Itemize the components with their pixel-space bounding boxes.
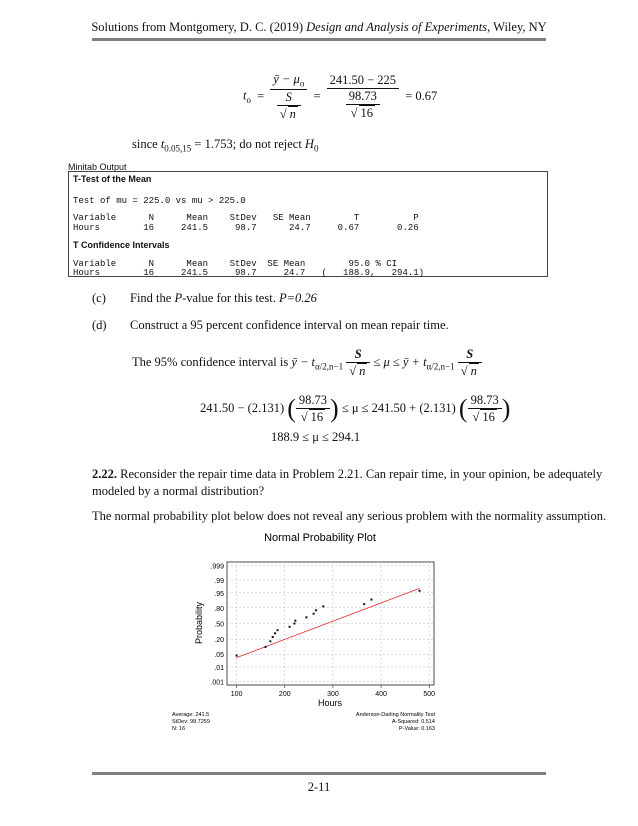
y-tick-label: .001 <box>210 679 224 687</box>
data-point <box>269 640 271 642</box>
data-point <box>236 655 238 657</box>
fit-line <box>237 588 420 657</box>
problem-2-22-answer: The normal probability plot below does not reveal any serious problem with the normality assumption. <box>92 509 607 523</box>
ttest-table-row: Hours 16 241.5 98.7 24.7 0.67 0.26 <box>73 223 419 233</box>
part-d-label: (d) <box>92 318 107 332</box>
ci-numeric: 241.50 − (2.131) ( $\frac{98.73}{√ 16}$ ) ≤ μ ≤ 241.50 + (2.131) ( $\frac{98.73}{√ 16}$ ) <box>200 393 511 424</box>
y-axis-label: Probability <box>194 601 204 645</box>
data-point <box>293 623 295 625</box>
stat-right-line: A-Squared: 0.514 <box>391 719 435 725</box>
decision-line: since $t_{0.05,15} = 1.753$; do not reject $H_0$ <box>132 137 319 154</box>
problem-2-22-line1: 2.22. Reconsider the repair time data in Problem 2.21. Can repair time, in your opinion, be adequately <box>92 467 603 481</box>
x-tick-label: 300 <box>327 691 339 698</box>
ci-title: T Confidence Intervals <box>73 240 170 250</box>
ci-formula: The 95% confidence interval is ȳ − $t_{\alpha/2,n-1}$ $\frac{S}{√ n}$ ≤ μ ≤ ȳ + $t_{\alpha/2,n-1}$ $\frac{S}{√ n}$ <box>132 347 482 379</box>
ttest-title: T-Test of the Mean <box>73 174 152 184</box>
stats-left <box>172 712 210 732</box>
x-axis-label: Hours <box>317 698 343 708</box>
x-tick-labels <box>231 691 435 698</box>
ttest-table-header: Variable N Mean StDev SE Mean T P <box>73 213 419 223</box>
y-tick-label: .01 <box>214 664 224 672</box>
minitab-label: Minitab Output <box>68 162 127 172</box>
data-point <box>313 613 315 615</box>
x-tick-label: 500 <box>423 691 436 698</box>
stat-right-line: Anderson-Darling Normality Test <box>355 712 435 718</box>
chart-title: Normal Probability Plot <box>264 532 376 544</box>
header-rule <box>92 38 546 41</box>
y-tick-label: .05 <box>214 652 224 660</box>
plot-frame <box>227 562 434 685</box>
numeric-fraction: $\frac{241.50 - 225}{\frac{98.73}{√ 16}}$ <box>327 73 399 121</box>
y-tick-label: .95 <box>214 590 224 598</box>
y-tick-label: .99 <box>214 578 224 586</box>
stat-left-line: Average: 241.5 <box>172 712 210 718</box>
page-number: 2-11 <box>307 780 331 794</box>
grid-lines <box>227 562 434 688</box>
page-header: Solutions from Montgomery, D. C. (2019) Design and Analysis of Experiments, Wiley, NY <box>91 20 547 34</box>
y-tick-label: .999 <box>210 563 224 571</box>
part-d-text: Construct a 95 percent confidence interval on mean repair time. <box>130 318 449 332</box>
data-point <box>305 616 307 618</box>
y-tick-label: .80 <box>214 605 224 613</box>
data-point <box>322 605 324 607</box>
part-c-text: Find the P-value for this test. P=0.26 <box>130 291 317 305</box>
x-tick-label: 200 <box>278 691 291 698</box>
x-tick-label: 100 <box>230 691 243 698</box>
x-tick-label: 400 <box>375 691 387 698</box>
footer-rule <box>92 772 546 775</box>
problem-2-22-line2: modeled by a normal distribution? <box>92 484 265 498</box>
data-point <box>294 620 296 622</box>
data-point <box>419 590 421 592</box>
stat-left-line: StDev: 98.7259 <box>172 719 210 725</box>
data-point <box>289 626 291 628</box>
data-point <box>277 629 279 631</box>
stat-right-line: P-Value: 0.163 <box>399 726 435 732</box>
ci-table-header: Variable N Mean StDev SE Mean 95.0 % CI <box>73 259 398 269</box>
part-c-label: (c) <box>92 291 106 305</box>
y-tick-label: .50 <box>214 621 224 629</box>
ci-table-row: Hours 16 241.5 98.7 24.7 ( 188.9, 294.1) <box>73 268 425 278</box>
ttest-hypothesis: Test of mu = 225.0 vs mu > 225.0 <box>73 196 246 206</box>
ci-result: 188.9 ≤ μ ≤ 294.1 <box>271 430 361 444</box>
stats-right <box>356 712 436 732</box>
y-tick-label: .20 <box>214 637 224 645</box>
minitab-output-box <box>68 171 548 277</box>
fit-line-segment <box>237 588 420 657</box>
symbolic-fraction: $\frac{ȳ - \mu_o}{\frac{S}{√ n}}$ <box>270 72 307 122</box>
data-point <box>370 599 372 601</box>
t-statistic-equation: $t_o$ = $\frac{ȳ - \mu_o}{\frac{S}{√ n}}$ = $\frac{241.50 - 225}{\frac{98.73}{√ 16}}$ = 0.67 <box>243 72 438 121</box>
data-point <box>272 636 274 638</box>
stat-left-line: N: 16 <box>172 726 186 732</box>
data-point <box>363 603 365 605</box>
data-point <box>315 609 317 611</box>
y-tick-labels <box>210 564 224 687</box>
data-point <box>265 646 267 648</box>
data-point <box>274 632 276 634</box>
normal-probability-plot <box>160 528 490 738</box>
